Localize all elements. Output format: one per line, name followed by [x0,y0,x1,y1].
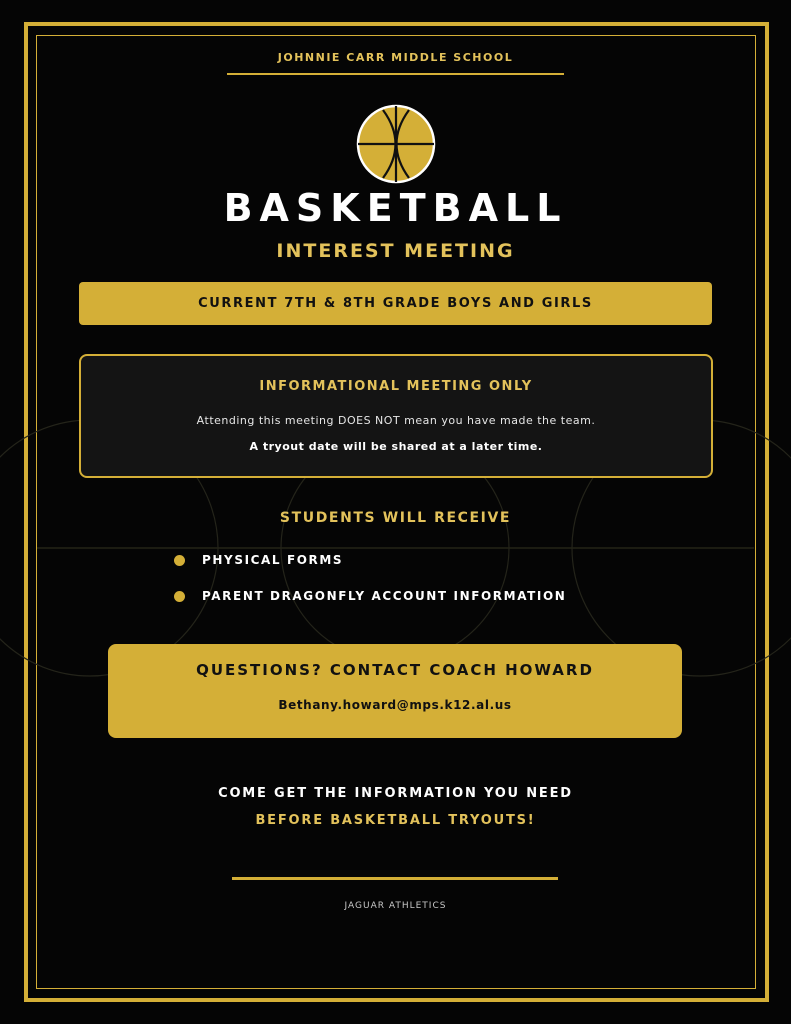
notice-heading: INFORMATIONAL MEETING ONLY [259,379,533,394]
top-divider [227,73,564,75]
contact-box [108,644,682,738]
subtitle: INTEREST MEETING [276,240,515,262]
contact-heading: QUESTIONS? CONTACT COACH HOWARD [196,661,594,679]
footer-text: JAGUAR ATHLETICS [344,901,447,911]
bullet-icon [174,591,185,602]
list-item [174,589,566,603]
bottom-divider [232,877,558,880]
receive-heading: STUDENTS WILL RECEIVE [279,510,512,526]
notice-box [79,354,713,478]
eligibility-banner [79,282,712,325]
cta-line-2: BEFORE BASKETBALL TRYOUTS! [255,813,536,828]
basketball-icon [356,104,436,184]
list-item [174,553,343,567]
notice-line-2: A tryout date will be shared at a later time. [249,440,543,453]
list-item-label: PHYSICAL FORMS [202,553,344,567]
cta-line-1: COME GET THE INFORMATION YOU NEED [218,786,573,801]
bullet-icon [174,555,185,566]
school-name: JOHNNIE CARR MIDDLE SCHOOL [277,51,514,64]
list-item-label: PARENT DRAGONFLY ACCOUNT INFORMATION [202,589,567,603]
eligibility-text: CURRENT 7TH & 8TH GRADE BOYS AND GIRLS [198,296,593,311]
notice-line-1: Attending this meeting DOES NOT mean you have made the team. [196,414,596,427]
contact-email[interactable]: Bethany.howard@mps.k12.al.us [278,698,512,712]
main-title: BASKETBALL [223,186,568,230]
